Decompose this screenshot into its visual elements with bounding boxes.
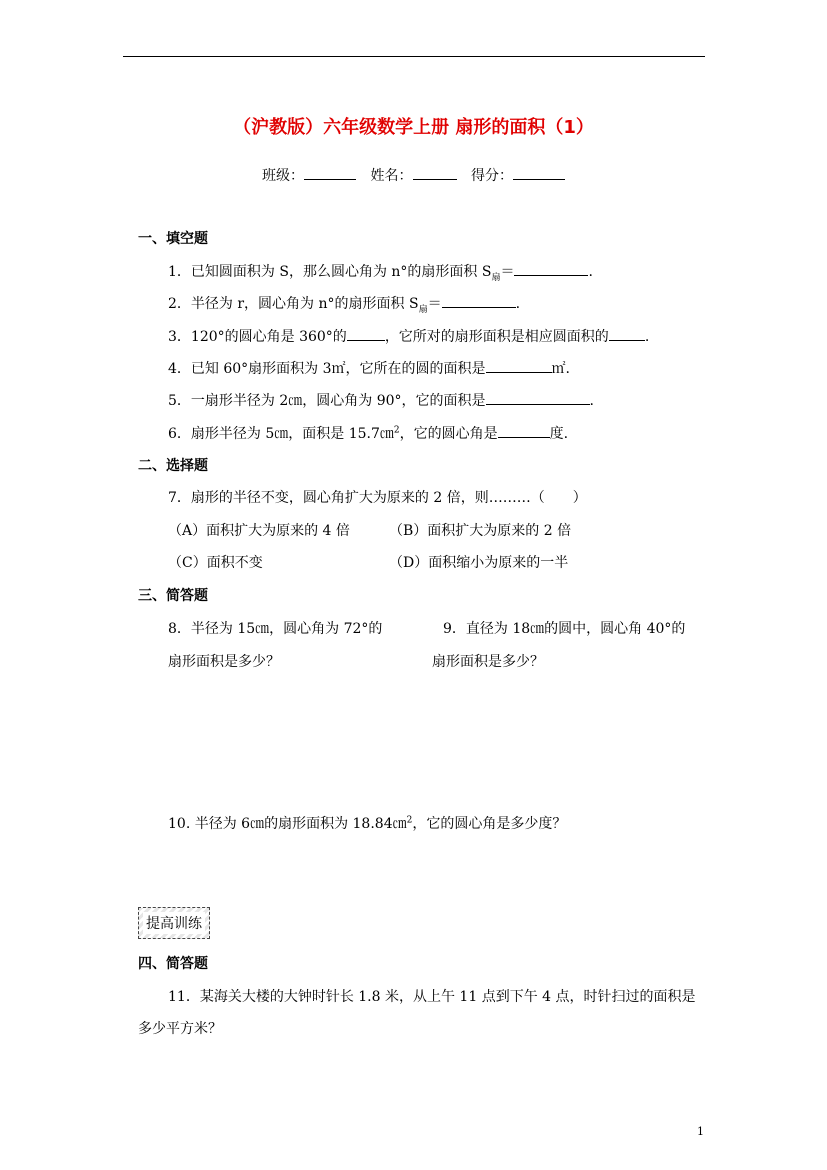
question-9-line-2: 扇形面积是多少？ <box>432 654 544 670</box>
question-10 <box>168 813 566 833</box>
question-10-text-2: ，它的圆心角是多少度？ <box>412 816 567 832</box>
question-2-equals: ＝ <box>427 296 442 312</box>
question-2-subscript: 扇 <box>418 304 428 315</box>
question-7-stem: 7．扇形的半径不变，圆心角扩大为原来的 2 倍，则………（ ） <box>168 490 587 506</box>
student-info-line <box>0 165 827 185</box>
question-6-text-2: ，它的圆心角是 <box>399 426 498 442</box>
question-6 <box>168 423 568 443</box>
question-6-blank[interactable] <box>498 424 550 438</box>
question-5-blank[interactable] <box>486 391 590 405</box>
advanced-training-badge <box>138 907 210 939</box>
question-2-blank[interactable] <box>442 294 516 308</box>
page-title: （沪教版）六年级数学上册 扇形的面积（1） <box>233 117 594 138</box>
question-1-subscript: 扇 <box>491 272 501 283</box>
section-heading-short-answer-2: 四、简答题 <box>138 956 208 972</box>
question-1-blank[interactable] <box>514 262 588 276</box>
question-4-end: ㎡. <box>551 361 570 377</box>
page-number: 1 <box>697 1125 704 1138</box>
question-3 <box>168 326 649 346</box>
question-5-text: 5．一扇形半径为 2㎝，圆心角为 90°，它的面积是 <box>168 393 486 409</box>
question-6-text: 6．扇形半径为 5㎝，面积是 15.7㎝ <box>168 426 394 442</box>
question-7-option-b[interactable]: （B）面积扩大为原来的 2 倍 <box>389 523 572 539</box>
question-10-superscript: 2 <box>406 815 413 826</box>
name-blank[interactable] <box>413 165 457 180</box>
question-3-blank-2[interactable] <box>609 327 645 341</box>
header-rule <box>123 56 705 57</box>
question-7-option-a[interactable]: （A）面积扩大为原来的 4 倍 <box>168 523 350 539</box>
question-3-text: 3．120°的圆心角是 360°的 <box>168 329 347 345</box>
advanced-training-label: 提高训练 <box>143 912 205 934</box>
question-10-text: 10. 半径为 6㎝的扇形面积为 18.84㎝ <box>168 816 407 832</box>
question-8-line-1: 8．半径为 15㎝，圆心角为 72°的 <box>168 621 383 637</box>
question-9-line-1: 9．直径为 18㎝的圆中，圆心角 40°的 <box>443 621 686 637</box>
section-heading-short-answer: 三、简答题 <box>138 588 208 604</box>
class-blank[interactable] <box>304 165 356 180</box>
question-1 <box>168 261 593 283</box>
question-8-line-2: 扇形面积是多少？ <box>168 654 280 670</box>
question-11-line-1: 11．某海关大楼的大钟时针长 1.8 米，从上午 11 点到下午 4 点，时针扫过的面积是 <box>168 989 696 1005</box>
section-heading-fill-in: 一、填空题 <box>138 231 208 247</box>
question-11-line-2: 多少平方米？ <box>138 1021 222 1037</box>
question-3-text-2: ，它所对的扇形面积是相应圆面积的 <box>384 329 609 345</box>
section-heading-choice: 二、选择题 <box>138 458 208 474</box>
question-4 <box>168 358 570 378</box>
question-7-option-d[interactable]: （D）面积缩小为原来的一半 <box>389 555 569 571</box>
question-2 <box>168 293 520 315</box>
question-2-text: 2．半径为 r，圆心角为 n°的扇形面积 S <box>168 296 419 312</box>
question-7-option-c[interactable]: （C）面积不变 <box>168 555 263 571</box>
question-5-end: . <box>589 393 594 409</box>
question-1-end: . <box>588 264 593 280</box>
class-label: 班级： <box>262 168 305 184</box>
question-4-blank[interactable] <box>486 359 552 373</box>
question-1-equals: ＝ <box>500 264 515 280</box>
question-4-text: 4．已知 60°扇形面积为 3㎡，它所在的圆的面积是 <box>168 361 486 377</box>
question-3-blank-1[interactable] <box>347 327 385 341</box>
score-label: 得分： <box>470 168 513 184</box>
question-2-end: . <box>515 296 521 312</box>
question-6-end: 度. <box>549 426 569 442</box>
question-1-text: 1．已知圆面积为 S，那么圆心角为 n°的扇形面积 S <box>168 264 492 280</box>
name-label: 姓名： <box>370 168 413 184</box>
question-5 <box>168 390 594 410</box>
question-6-superscript: 2 <box>393 425 400 436</box>
question-3-end: . <box>644 329 650 345</box>
score-blank[interactable] <box>513 165 565 180</box>
